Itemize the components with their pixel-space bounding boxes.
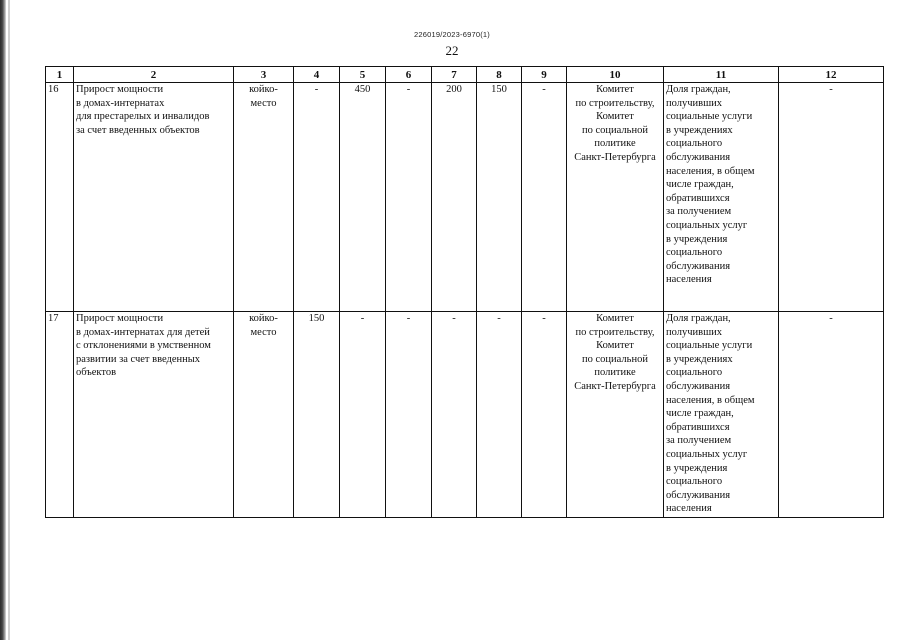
column-header: 1 — [46, 67, 74, 83]
value-cell: - — [432, 312, 477, 518]
column-header: 3 — [234, 67, 294, 83]
indicator-name: Прирост мощности в домах-интернатах для престарелых и инвалидов за счет введенных объектов — [74, 83, 234, 312]
value-cell: 150 — [294, 312, 340, 518]
value-cell: - — [386, 312, 432, 518]
column-header: 2 — [74, 67, 234, 83]
value-cell: - — [340, 312, 386, 518]
unit-of-measure: койко- место — [234, 312, 294, 518]
column-header: 10 — [567, 67, 664, 83]
column-header: 12 — [779, 67, 884, 83]
unit-of-measure: койко- место — [234, 83, 294, 312]
column-header: 5 — [340, 67, 386, 83]
value-cell: 150 — [477, 83, 522, 312]
table-row — [46, 83, 884, 312]
target-indicator: Доля граждан, получивших социальные услуги в учреждениях социального обслуживания населения, в общем числе граждан, обратившихся за получением социальных услуг в учреждения социального обслуживания населения — [664, 312, 779, 518]
target-indicator: Доля граждан, получивших социальные услуги в учреждениях социального обслуживания населения, в общем числе граждан, обратившихся за получением социальных услуг в учреждения социального обслуживания населения — [664, 83, 779, 312]
responsible-executor: Комитет по строительству, Комитет по социальной политике Санкт-Петербурга — [567, 312, 664, 518]
column-header: 4 — [294, 67, 340, 83]
document-reference-number: 226019/2023-6970(1) — [414, 30, 490, 39]
value-cell: - — [779, 83, 884, 312]
indicator-name: Прирост мощности в домах-интернатах для детей с отклонениями в умственном развитии за счет введенных объектов — [74, 312, 234, 518]
table-row — [46, 312, 884, 518]
value-cell: - — [522, 83, 567, 312]
scan-edge — [0, 0, 6, 640]
responsible-executor: Комитет по строительству, Комитет по социальной политике Санкт-Петербурга — [567, 83, 664, 312]
row-number: 16 — [46, 83, 74, 312]
column-header: 8 — [477, 67, 522, 83]
column-header: 9 — [522, 67, 567, 83]
column-header: 11 — [664, 67, 779, 83]
page-number: 22 — [445, 43, 459, 58]
indicators-table — [45, 66, 884, 518]
value-cell: - — [522, 312, 567, 518]
value-cell: - — [779, 312, 884, 518]
value-cell: - — [294, 83, 340, 312]
column-header: 7 — [432, 67, 477, 83]
value-cell: 450 — [340, 83, 386, 312]
value-cell: - — [386, 83, 432, 312]
header-row — [46, 67, 884, 83]
row-number: 17 — [46, 312, 74, 518]
value-cell: - — [477, 312, 522, 518]
scan-edge-line — [8, 0, 10, 640]
value-cell: 200 — [432, 83, 477, 312]
column-header: 6 — [386, 67, 432, 83]
